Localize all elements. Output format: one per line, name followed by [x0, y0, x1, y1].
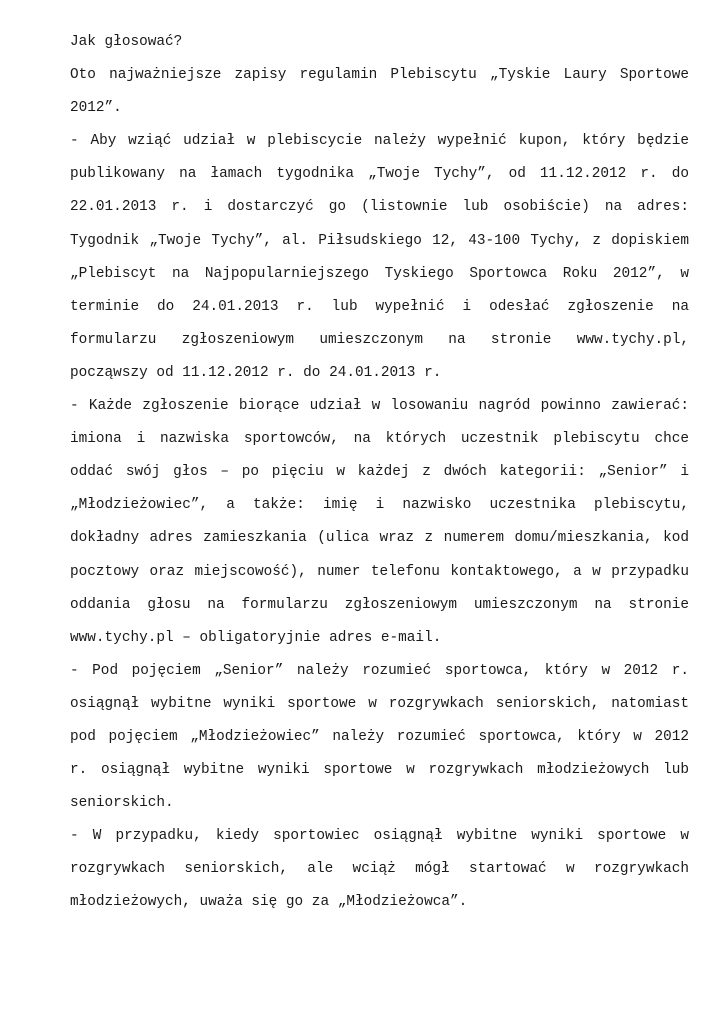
paragraph-line: - Pod pojęciem „Senior” należy rozumieć sportowca, który w 2012 r.	[70, 662, 689, 679]
paragraph-line: rozgrywkach seniorskich, ale wciąż mógł startować w rozgrywkach	[70, 861, 689, 878]
paragraph-line: „Plebiscyt na Najpopularniejszego Tyskiego Sportowca Roku 2012”, w	[70, 265, 689, 282]
paragraph-line: dokładny adres zamieszkania (ulica wraz z numerem domu/mieszkania, kod	[70, 530, 689, 547]
paragraph-line: osiągnął wybitne wyniki sportowe w rozgrywkach seniorskich, natomiast	[70, 695, 689, 712]
paragraph-line: - Każde zgłoszenie biorące udział w losowaniu nagród powinno zawierać:	[70, 398, 689, 415]
paragraph-line: seniorskich.	[70, 795, 174, 812]
paragraph-line: publikowany na łamach tygodnika „Twoje Tychy”, od 11.12.2012 r. do	[70, 166, 689, 183]
paragraph-line: terminie do 24.01.2013 r. lub wypełnić i odesłać zgłoszenie na	[70, 298, 689, 315]
paragraph-line: „Młodzieżowiec”, a także: imię i nazwisko uczestnika plebiscytu,	[70, 497, 689, 514]
paragraph-line: oddać swój głos – po pięciu w każdej z dwóch kategorii: „Senior” i	[70, 464, 689, 481]
paragraph-line: formularzu zgłoszeniowym umieszczonym na stronie www.tychy.pl,	[70, 331, 689, 348]
paragraph-line: 2012”.	[70, 100, 122, 117]
document-title: Jak głosować?	[70, 34, 183, 50]
paragraph-line: r. osiągnął wybitne wyniki sportowe w rozgrywkach młodzieżowych lub	[70, 762, 689, 779]
paragraph-line: pod pojęciem „Młodzieżowiec” należy rozumieć sportowca, który w 2012	[70, 728, 689, 745]
paragraph-line: począwszy od 11.12.2012 r. do 24.01.2013 r.	[70, 364, 442, 381]
paragraph-line: Oto najważniejsze zapisy regulamin Plebiscytu „Tyskie Laury Sportowe	[70, 67, 689, 84]
paragraph-line: imiona i nazwiska sportowców, na których uczestnik plebiscytu chce	[70, 431, 689, 448]
paragraph-line: oddania głosu na formularzu zgłoszeniowym umieszczonym na stronie	[70, 596, 689, 613]
paragraph-line: - Aby wziąć udział w plebiscycie należy wypełnić kupon, który będzie	[70, 133, 689, 150]
paragraph-line: Tygodnik „Twoje Tychy”, al. Piłsudskiego 12, 43-100 Tychy, z dopiskiem	[70, 232, 689, 249]
paragraph-line: www.tychy.pl – obligatoryjnie adres e-mail.	[70, 629, 442, 646]
document-body	[70, 32, 689, 926]
paragraph-line: - W przypadku, kiedy sportowiec osiągnął wybitne wyniki sportowe w	[70, 828, 689, 845]
paragraph-line: pocztowy oraz miejscowość), numer telefonu kontaktowego, a w przypadku	[70, 563, 689, 580]
paragraph-line: 22.01.2013 r. i dostarczyć go (listownie lub osobiście) na adres:	[70, 199, 689, 216]
paragraph-line: młodzieżowych, uważa się go za „Młodzieżowca”.	[70, 894, 468, 911]
